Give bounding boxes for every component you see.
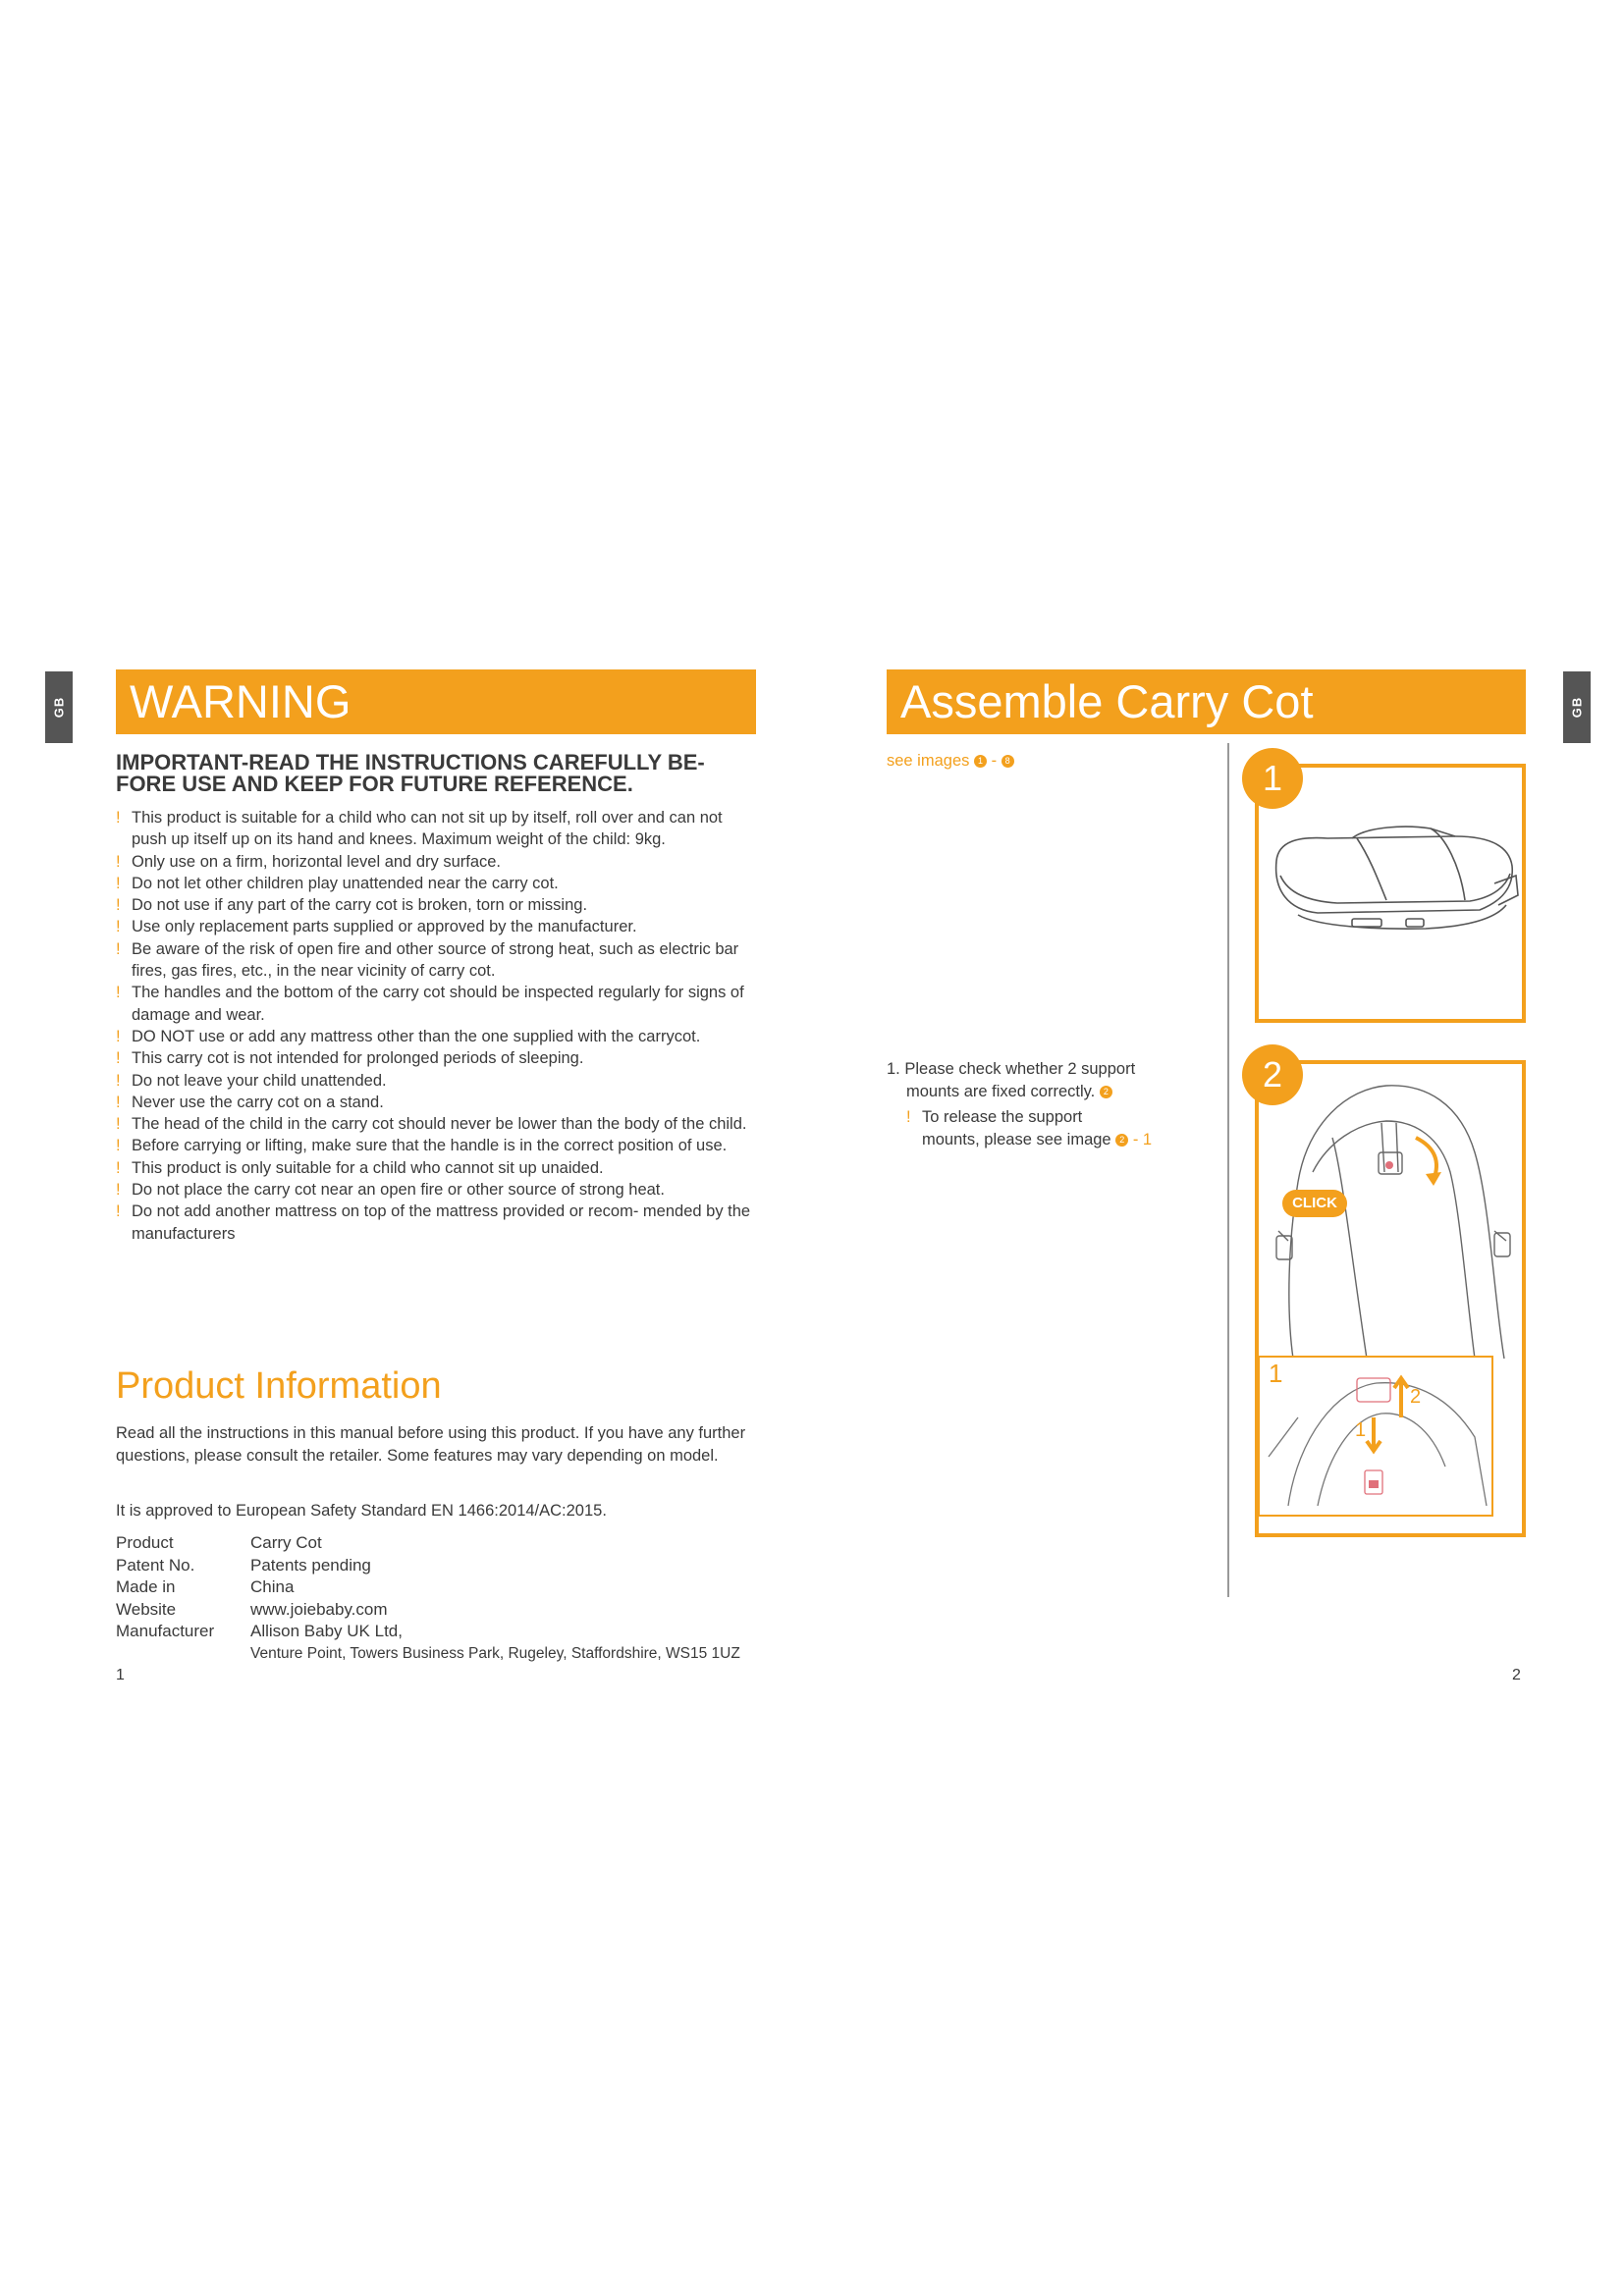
info-value: Allison Baby UK Ltd, [250, 1622, 403, 1640]
warning-bang: ! [116, 1181, 121, 1200]
figure-1-number: 1 [1242, 748, 1303, 809]
warning-text: This product is suitable for a child who can not sit up by itself, roll over and can not push up itself up on its hand and knees. Maximum weight of the child: 9kg. [132, 809, 723, 849]
info-row-patent [116, 1555, 784, 1577]
warning-text: Do not use if any part of the carry cot is broken, torn or missing. [132, 896, 588, 915]
warning-item [116, 1201, 754, 1245]
warning-list [116, 807, 754, 1245]
warning-bang: ! [116, 918, 121, 936]
warning-item [116, 982, 754, 1026]
warning-bang: ! [116, 984, 121, 1002]
info-label: Product [116, 1533, 174, 1552]
warning-bang: ! [116, 1158, 121, 1177]
assemble-banner [887, 669, 1526, 734]
warning-bang: ! [116, 1137, 121, 1155]
warning-text: Do not place the carry cot near an open fire or other source of strong heat. [132, 1181, 665, 1200]
warning-bang: ! [116, 1071, 121, 1090]
column-divider [1227, 743, 1229, 1597]
info-row-website [116, 1599, 784, 1622]
figure-2-number: 2 [1242, 1044, 1303, 1105]
info-value: Carry Cot [250, 1533, 322, 1552]
warning-text: Only use on a firm, horizontal level and dry surface. [132, 852, 502, 871]
step-1-line-1: 1. Please check whether 2 support [887, 1060, 1136, 1078]
language-tab-left [45, 671, 73, 743]
info-label: Manufacturer [116, 1622, 215, 1640]
image-ref-dot: 2 [1115, 1134, 1128, 1147]
image-ref-dot: 8 [1001, 755, 1014, 768]
image-ref-dot: 1 [974, 755, 987, 768]
info-row-address [116, 1643, 784, 1666]
warning-item [116, 1157, 754, 1179]
warning-text: Be aware of the risk of open fire and other source of strong heat, such as electric bar fires, gas fires, etc., in the near vicinity of carry cot. [132, 939, 739, 981]
see-images-label: see images [887, 752, 970, 770]
warning-bang: ! [116, 809, 121, 827]
warning-text: Do not let other children play unattended near the carry cot. [132, 874, 559, 892]
warning-item [116, 873, 754, 894]
inset-arrow-up-label: 2 [1410, 1386, 1422, 1408]
language-tab-label: GB [1569, 696, 1585, 719]
warning-item [116, 1026, 754, 1047]
product-info-table [116, 1532, 784, 1665]
warning-title: WARNING [130, 675, 352, 727]
warning-text: The head of the child in the carry cot should never be lower than the body of the child. [132, 1115, 747, 1134]
note-bang: ! [906, 1108, 911, 1126]
carry-cot-illustration [1259, 768, 1522, 1019]
warning-bang: ! [116, 1093, 121, 1111]
see-images-ref [887, 752, 1014, 771]
warning-item [116, 1092, 754, 1113]
see-images-dash: - [991, 752, 998, 770]
important-notice [116, 752, 774, 795]
warning-bang: ! [116, 896, 121, 915]
info-value: www.joiebaby.com [250, 1599, 388, 1619]
warning-item [116, 1047, 754, 1069]
warning-item [116, 1179, 754, 1201]
warning-text: The handles and the bottom of the carry cot should be inspected regularly for signs of damage and wear. [132, 984, 744, 1024]
figure-1-frame [1255, 764, 1526, 1023]
inset-label: 1 [1269, 1359, 1283, 1388]
warning-item [116, 894, 754, 916]
assemble-title: Assemble Carry Cot [900, 675, 1314, 727]
language-tab-label: GB [51, 696, 67, 719]
info-row-product [116, 1532, 784, 1555]
info-row-made-in [116, 1576, 784, 1599]
warning-item [116, 1070, 754, 1092]
warning-bang: ! [116, 939, 121, 958]
note-line-2: mounts, please see image [922, 1130, 1111, 1148]
inset-arrow-down-label: 1 [1355, 1419, 1367, 1441]
info-label: Made in [116, 1577, 176, 1596]
warning-text: This product is only suitable for a child who cannot sit up unaided. [132, 1158, 604, 1177]
note-line-1: To release the support [922, 1108, 1083, 1126]
important-line-1: IMPORTANT-READ THE INSTRUCTIONS CAREFULLY BE- [116, 750, 705, 774]
warning-bang: ! [116, 1049, 121, 1068]
release-note [887, 1106, 1211, 1150]
info-row-manufacturer [116, 1621, 784, 1643]
warning-text: This carry cot is not intended for prolonged periods of sleeping. [132, 1049, 584, 1068]
support-mount-illustration [1259, 1064, 1522, 1533]
step-1-line-2: mounts are fixed correctly. [906, 1082, 1096, 1100]
image-ref-dot: 2 [1100, 1086, 1112, 1098]
warning-item [116, 1135, 754, 1156]
warning-item [116, 1113, 754, 1135]
product-info-title: Product Information [116, 1365, 442, 1407]
step-1-instruction [887, 1058, 1211, 1150]
warning-text: Never use the carry cot on a stand. [132, 1093, 384, 1111]
page-number-left: 1 [116, 1667, 125, 1683]
warning-item [116, 938, 754, 983]
warning-item [116, 807, 754, 851]
click-badge: CLICK [1282, 1190, 1347, 1217]
warning-bang: ! [116, 874, 121, 892]
warning-item [116, 916, 754, 937]
warning-bang: ! [116, 1202, 121, 1221]
figure-2-frame [1255, 1060, 1526, 1537]
warning-text: Do not add another mattress on top of the mattress provided or recom- mended by the manufacturers [132, 1202, 751, 1243]
warning-bang: ! [116, 852, 121, 871]
warning-text: Use only replacement parts supplied or approved by the manufacturer. [132, 918, 637, 936]
warning-text: Before carrying or lifting, make sure that the handle is in the correct position of use. [132, 1137, 728, 1155]
warning-item [116, 851, 754, 873]
note-suffix: - 1 [1132, 1130, 1153, 1148]
approval-text: It is approved to European Safety Standard EN 1466:2014/AC:2015. [116, 1502, 607, 1520]
info-label: Patent No. [116, 1555, 195, 1575]
warning-banner [116, 669, 756, 734]
warning-text: Do not leave your child unattended. [132, 1071, 387, 1090]
page-number-right: 2 [1512, 1667, 1521, 1683]
manufacturer-address: Venture Point, Towers Business Park, Rugeley, Staffordshire, WS15 1UZ [250, 1644, 740, 1662]
product-intro: Read all the instructions in this manual before using this product. If you have any further questions, please consult the retailer. Some features may vary depending on model. [116, 1424, 746, 1465]
warning-bang: ! [116, 1115, 121, 1134]
important-line-2: FORE USE AND KEEP FOR FUTURE REFERENCE. [116, 772, 633, 796]
warning-bang: ! [116, 1027, 121, 1045]
info-value: China [250, 1577, 295, 1596]
language-tab-right [1563, 671, 1591, 743]
info-label: Website [116, 1599, 177, 1619]
warning-text: DO NOT use or add any mattress other than the one supplied with the carrycot. [132, 1027, 701, 1045]
info-value: Patents pending [250, 1555, 371, 1575]
